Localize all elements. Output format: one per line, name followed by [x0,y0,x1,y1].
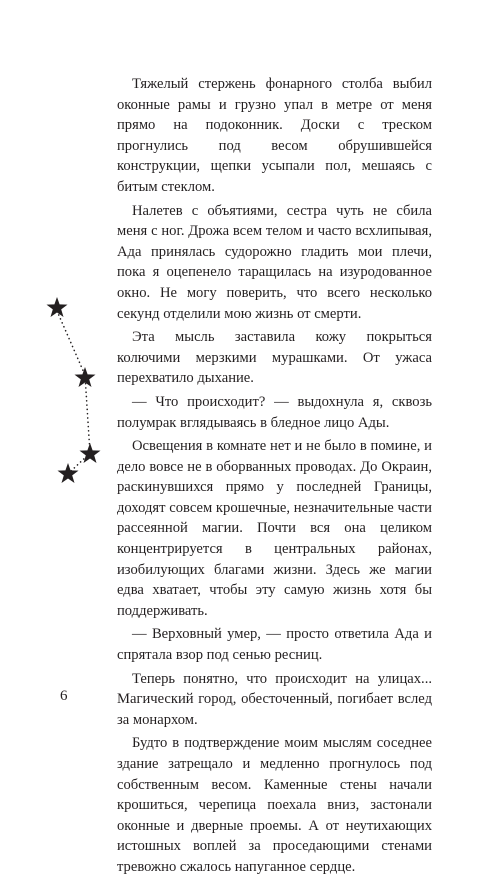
paragraph: — Верховный умер, — просто ответила Ада и спрятала взор под сенью ресниц. [117,626,432,664]
paragraph: Освещения в комнате нет и не было в помине, и дело вовсе не в оборванных проводах. До Окраин, раскинувшихся прямо у последней Границы, доходят совсем крошечные, незначительные части рассеянной магии. Почти вся она целиком концентрируется в центральных районах, изобилующих благами жизни. Здесь же магии едва хватает, чтобы эту самую жизнь хотя бы поддерживать. [117,438,432,619]
paragraph: — Что происходит? — выдохнула я, сквозь полумрак вглядываясь в бледное лицо Ады. [117,393,432,431]
body-text [117,74,432,878]
paragraph: Эта мысль заставила кожу покрыться колючими мерзкими мурашками. От ужаса перехватило дыхание. [117,329,432,387]
paragraph: Теперь понятно, что происходит на улицах... Магический город, обесточенный, погибает вслед за монархом. [117,670,432,728]
paragraph: Будто в подтверждение моим мыслям соседнее здание затрещало и медленно прогнулось под собственным весом. Каменные стены начали крошиться, черепица поехала вниз, застонали оконные и дверные проемы. А от неутихающих истошных воплей за проседающими стенами тревожно сжалось напуганное сердце. [117,735,432,875]
page-number: 6 [60,688,68,704]
paragraph: Налетев с объятиями, сестра чуть не сбила меня с ног. Дрожа всем телом и часто всхлипывая, Ада принялась судорожно гладить мои плечи, пока я оцепенело таращилась на изуродованное окно. Не могу поверить, что всего несколько секунд отделили мою жизнь от смерти. [117,202,432,322]
star-icon [75,367,96,387]
star-icon [80,443,101,463]
paragraph: Тяжелый стержень фонарного столба выбил оконные рамы и грузно упал в метре от меня прямо на подоконник. Доски с треском прогнулись под весом обрушившейся конструкции, щепки усыпали пол, мешаясь с битым стеклом. [117,76,432,195]
star-icon [47,297,68,317]
star-icon [58,463,79,483]
dotted-line [57,311,90,472]
